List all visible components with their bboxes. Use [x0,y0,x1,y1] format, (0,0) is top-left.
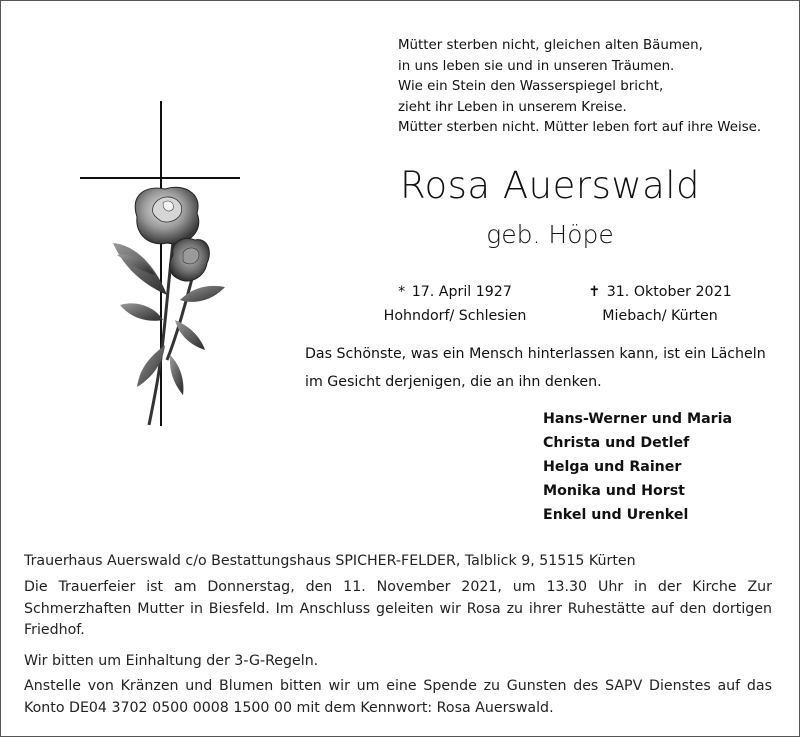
poem-line: in uns leben sie und in unseren Träumen. [398,58,675,74]
mourner: Enkel und Urenkel [543,507,689,523]
poem-line: Mütter sterben nicht. Mütter leben fort auf ihre Weise. [398,120,762,136]
death-date: 31. Oktober 2021 [606,284,732,300]
funeral-details: Die Trauerfeier ist am Donnerstag, den 11. November 2021, um 13.30 Uhr in der Kirche Zur Schmerzhaften Mutter in Biesfeld. Im Anschluss geleiten wir Rosa zu ihrer Ruhestätte auf den dortigen Friedhof. [24,579,772,638]
quote-line: im Gesicht derjenigen, die an ihn denken. [305,374,602,390]
birth-star-icon: * [398,284,406,300]
quote [305,340,766,396]
birth-date-line [360,280,550,304]
mourner: Monika und Horst [543,483,685,499]
cross-icon: ✝ [588,284,601,300]
cross-with-roses-illustration [75,95,250,435]
deceased-name: Rosa Auerswald [399,164,701,207]
poem-line: zieht ihr Leben in unserem Kreise. [398,99,627,115]
death-date-line [565,280,755,304]
mourner: Christa und Detlef [543,435,690,451]
donation-request: Anstelle von Kränzen und Blumen bitten wir um eine Spende zu Gunsten des SAPV Dienstes auf das Konto DE04 3702 0500 0008 1500 00 mit dem Kennwort: Rosa Auerswald. [24,678,772,716]
poem [398,36,761,139]
mourner: Hans-Werner und Maria [543,411,733,427]
mourner: Helga und Rainer [543,459,682,475]
death-info [565,280,755,328]
poem-line: Mütter sterben nicht, gleichen alten Bäumen, [398,38,703,53]
quote-line: Das Schönste, was ein Mensch hinterlassen kann, ist ein Lächeln [305,346,766,362]
birth-place: Hohndorf/ Schlesien [383,308,527,324]
maiden-name: geb. Höpe [486,220,614,249]
birth-info [360,280,550,328]
mourners-list [543,407,732,527]
death-place: Miebach/ Kürten [602,308,718,324]
covid-rules: Wir bitten um Einhaltung der 3-G-Regeln. [24,653,319,669]
address-line: Trauerhaus Auerswald c/o Bestattungshaus SPICHER-FELDER, Talblick 9, 51515 Kürten [24,553,636,569]
birth-date: 17. April 1927 [411,284,512,300]
poem-line: Wie ein Stein den Wasserspiegel bricht, [398,79,664,95]
